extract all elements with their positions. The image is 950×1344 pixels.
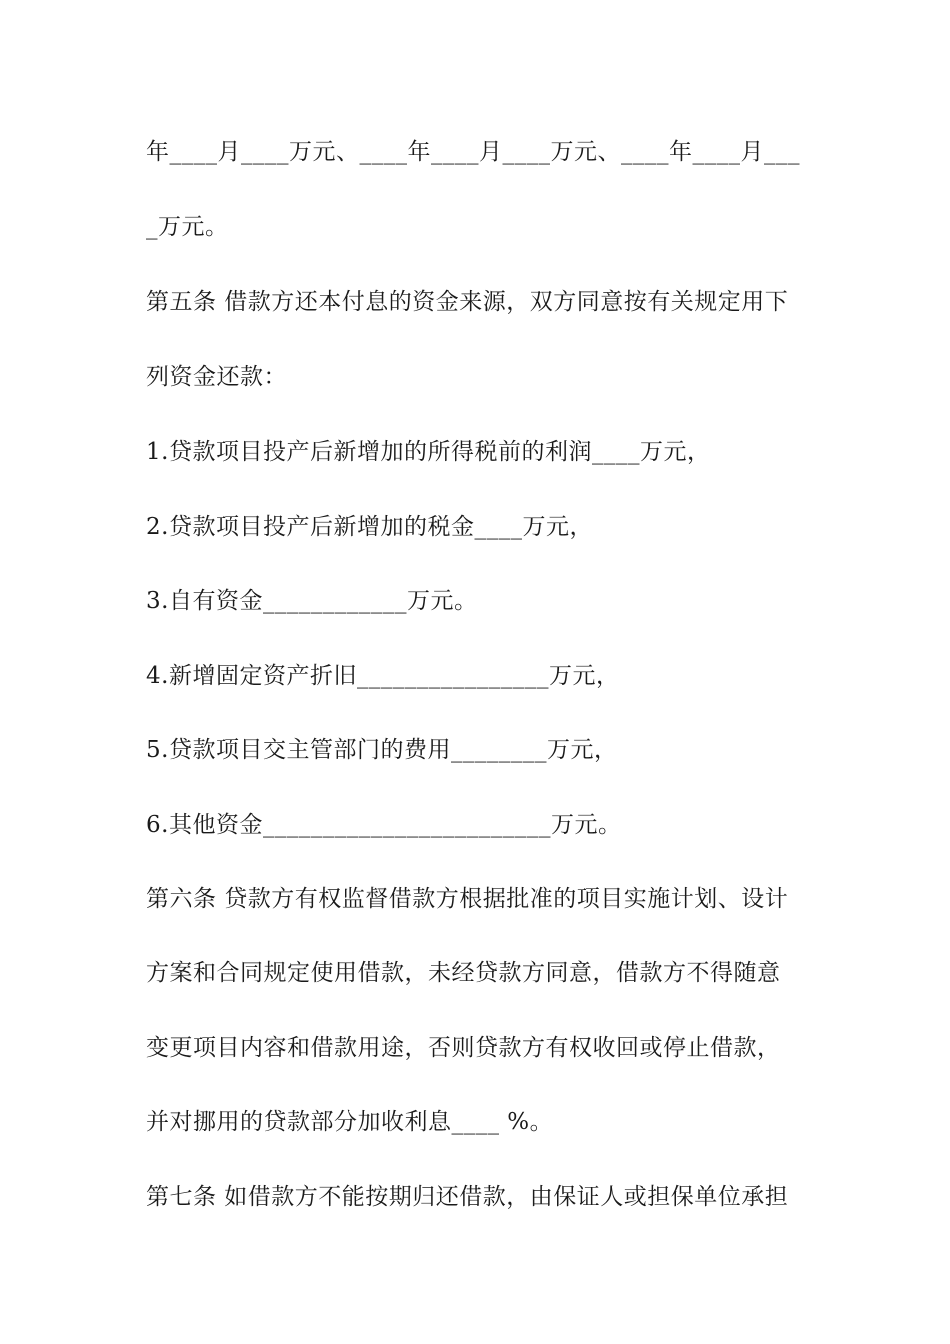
article-6-heading-line: 第六条 贷款方有权监督借款方根据批准的项目实施计划、设计 <box>146 886 789 912</box>
article-5-heading-line: 第五条 借款方还本付息的资金来源，双方同意按有关规定用下 <box>146 289 789 315</box>
text-line-4: 列资金还款： <box>146 364 287 390</box>
list-item-6: 6.其他资金________________________万元。 <box>146 812 622 838</box>
list-item-1: 1.贷款项目投产后新增加的所得税前的利润____万元， <box>146 439 711 465</box>
list-item-4: 4.新增固定资产折旧________________万元， <box>146 663 620 689</box>
list-item-5: 5.贷款项目交主管部门的费用________万元， <box>146 737 618 763</box>
text-line-14: 并对挪用的贷款部分加收利息____ %。 <box>146 1109 554 1135</box>
list-item-3: 3.自有资金____________万元。 <box>146 588 478 614</box>
text-line-2: _万元。 <box>146 214 229 240</box>
list-item-2: 2.贷款项目投产后新增加的税金____万元， <box>146 514 593 540</box>
text-line-13: 变更项目内容和借款用途，否则贷款方有权收回或停止借款， <box>146 1035 781 1061</box>
article-7-heading-line: 第七条 如借款方不能按期归还借款，由保证人或担保单位承担 <box>146 1184 789 1210</box>
text-line-12: 方案和合同规定使用借款，未经贷款方同意，借款方不得随意 <box>146 960 781 986</box>
text-line-1: 年____月____万元、____年____月____万元、____年____月___ <box>146 139 800 165</box>
